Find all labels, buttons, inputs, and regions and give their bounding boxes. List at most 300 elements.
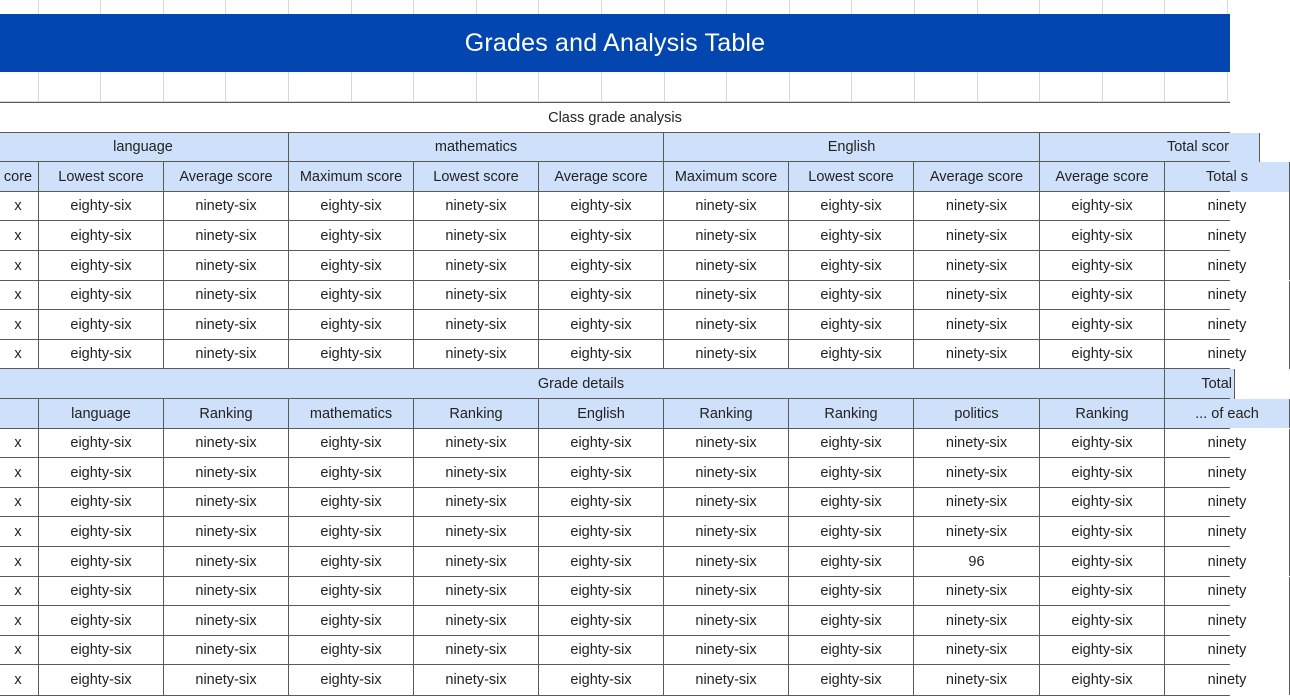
table-cell-text: ninety [1207,464,1247,481]
table-cell[interactable] [164,636,289,666]
column-header-cell[interactable] [1040,162,1165,192]
table-cell[interactable] [789,517,914,547]
table-cell[interactable] [1165,577,1290,607]
empty-cell[interactable] [539,72,602,101]
table-cell[interactable] [914,517,1040,547]
table-cell[interactable] [664,340,789,370]
empty-cell[interactable] [39,72,102,101]
details-column-header-row[interactable] [0,398,1259,429]
group-header-cell[interactable] [0,133,289,163]
table-cell[interactable] [539,310,664,340]
empty-cell[interactable] [289,0,352,14]
column-header-cell[interactable] [664,162,789,192]
table-cell[interactable] [914,577,1040,607]
empty-cell[interactable] [539,0,602,14]
table-cell[interactable] [164,281,289,311]
table-cell[interactable] [1165,340,1290,370]
table-cell[interactable] [39,517,164,547]
table-cell[interactable] [414,221,539,251]
table-cell[interactable] [1040,606,1165,636]
empty-cell[interactable] [289,72,352,101]
table-cell[interactable] [1040,577,1165,607]
empty-cell[interactable] [477,0,540,14]
details-row[interactable] [0,457,1247,488]
empty-cell[interactable] [101,0,164,14]
table-cell[interactable] [789,458,914,488]
empty-cell[interactable] [101,72,164,101]
table-cell[interactable] [914,488,1040,518]
analysis-row[interactable] [0,220,1247,251]
table-cell[interactable] [0,281,39,311]
table-cell[interactable] [0,221,39,251]
table-cell[interactable] [789,192,914,222]
table-cell[interactable] [1040,281,1165,311]
table-cell[interactable] [289,281,414,311]
table-cell[interactable] [1165,251,1290,281]
table-cell-text: eighty-six [320,642,382,659]
table-cell[interactable] [539,488,664,518]
column-header-cell[interactable] [539,162,664,192]
table-cell-text: eighty-six [570,346,632,363]
table-cell-text: x [14,583,22,600]
table-cell-text: ninety-six [195,198,257,215]
table-cell[interactable] [539,281,664,311]
table-cell[interactable] [164,577,289,607]
analysis-row[interactable] [0,250,1247,281]
analysis-row[interactable] [0,309,1247,340]
details-row[interactable] [0,428,1247,459]
table-cell-text: ninety-six [445,228,507,245]
empty-cell[interactable] [915,0,978,14]
table-cell-text: eighty-six [1071,612,1133,629]
table-cell[interactable] [39,665,164,695]
empty-cell[interactable] [0,72,39,101]
table-cell[interactable] [539,221,664,251]
table-cell[interactable] [289,458,414,488]
table-cell[interactable] [164,221,289,251]
table-cell-text: ninety [1207,198,1247,215]
table-cell[interactable] [39,488,164,518]
table-cell[interactable] [1040,665,1165,695]
table-cell-text: eighty-six [820,494,882,511]
table-cell[interactable] [789,429,914,459]
column-header-cell-text: politics [954,405,999,422]
empty-cell[interactable] [665,0,728,14]
table-cell[interactable] [914,221,1040,251]
column-header-cell[interactable] [539,399,664,429]
analysis-row[interactable] [0,280,1247,311]
table-cell-text: eighty-six [1071,198,1133,215]
table-cell[interactable] [539,340,664,370]
empty-cell[interactable] [790,72,853,101]
table-cell[interactable] [414,547,539,577]
table-cell[interactable] [0,488,39,518]
table-cell[interactable] [414,488,539,518]
column-header-cell[interactable] [414,162,539,192]
table-cell[interactable] [39,192,164,222]
table-cell[interactable] [789,606,914,636]
table-subtitle: Class grade analysis [548,109,682,126]
empty-cell[interactable] [1103,0,1166,14]
table-cell-text: ninety-six [695,612,757,629]
table-cell[interactable] [0,665,39,695]
table-cell[interactable] [789,577,914,607]
table-cell[interactable] [1165,310,1290,340]
table-cell[interactable] [39,251,164,281]
empty-cell[interactable] [1040,0,1103,14]
table-cell[interactable] [1040,488,1165,518]
table-cell[interactable] [0,517,39,547]
table-cell[interactable] [664,547,789,577]
empty-cell[interactable] [164,0,227,14]
table-cell[interactable] [789,251,914,281]
table-cell-text: x [14,642,22,659]
table-cell[interactable] [414,281,539,311]
column-header-cell[interactable] [1165,399,1290,429]
empty-cell[interactable] [414,72,477,101]
table-cell[interactable] [39,547,164,577]
empty-cell[interactable] [39,0,102,14]
table-cell[interactable] [539,547,664,577]
empty-cell[interactable] [477,72,540,101]
table-cell[interactable] [539,192,664,222]
empty-cell[interactable] [1040,72,1103,101]
table-cell[interactable] [539,606,664,636]
table-cell-text: eighty-six [320,346,382,363]
table-cell[interactable] [664,221,789,251]
table-cell[interactable] [0,251,39,281]
table-cell[interactable] [164,606,289,636]
table-cell[interactable] [164,458,289,488]
table-cell[interactable] [289,606,414,636]
table-cell[interactable] [414,458,539,488]
table-cell[interactable] [789,221,914,251]
table-cell[interactable] [539,429,664,459]
analysis-column-header-row[interactable] [0,161,1248,192]
empty-cell[interactable] [915,72,978,101]
table-cell[interactable] [0,340,39,370]
group-header-cell[interactable] [289,133,664,163]
table-cell[interactable] [289,310,414,340]
table-cell[interactable] [414,577,539,607]
empty-cell[interactable] [1103,72,1166,101]
table-cell[interactable] [914,665,1040,695]
empty-cell[interactable] [852,72,915,101]
empty-cell[interactable] [852,0,915,14]
table-cell-text: eighty-six [70,464,132,481]
column-header-cell[interactable] [1165,162,1290,192]
table-cell[interactable] [914,606,1040,636]
table-cell-text: eighty-six [1071,435,1133,452]
analysis-row[interactable] [0,339,1247,370]
table-cell[interactable] [914,636,1040,666]
section-header-cell[interactable] [0,369,1165,399]
empty-cell[interactable] [978,72,1041,101]
table-cell-text: eighty-six [570,435,632,452]
column-header-cell[interactable] [0,162,39,192]
table-cell[interactable] [539,636,664,666]
table-cell[interactable] [0,606,39,636]
table-cell[interactable] [414,429,539,459]
table-cell[interactable] [0,458,39,488]
table-cell[interactable] [789,340,914,370]
table-cell[interactable] [914,547,1040,577]
table-cell[interactable] [1040,517,1165,547]
table-cell-text: ninety-six [695,464,757,481]
table-cell[interactable] [0,547,39,577]
column-header-cell[interactable] [164,162,289,192]
column-header-cell[interactable] [164,399,289,429]
table-cell[interactable] [39,310,164,340]
table-cell[interactable] [664,429,789,459]
table-cell[interactable] [1040,310,1165,340]
table-cell-text: ninety-six [445,257,507,274]
table-cell-text: ninety-six [195,494,257,511]
table-cell[interactable] [164,340,289,370]
table-cell-text: eighty-six [820,464,882,481]
empty-cell[interactable] [602,0,665,14]
column-header-cell[interactable] [289,162,414,192]
table-cell[interactable] [164,429,289,459]
table-cell-text: ninety-six [695,198,757,215]
column-header-cell[interactable] [789,399,914,429]
table-cell[interactable] [914,429,1040,459]
details-row[interactable] [0,635,1247,666]
table-cell[interactable] [289,547,414,577]
table-cell[interactable] [289,665,414,695]
table-cell[interactable] [664,577,789,607]
table-cell-text: eighty-six [1071,642,1133,659]
table-cell[interactable] [1040,221,1165,251]
table-cell-text: ninety-six [945,524,1008,541]
table-cell[interactable] [164,665,289,695]
column-header-cell[interactable] [664,399,789,429]
table-cell[interactable] [1040,458,1165,488]
table-cell[interactable] [289,251,414,281]
table-cell[interactable] [164,488,289,518]
details-row[interactable] [0,487,1247,518]
empty-cell[interactable] [226,72,289,101]
table-cell[interactable] [289,192,414,222]
table-cell-text: ninety-six [195,612,257,629]
details-section-header-row[interactable] [0,368,1230,399]
table-cell-text: ninety-six [445,553,507,570]
table-cell-text: ninety-six [695,553,757,570]
table-cell[interactable] [539,251,664,281]
table-cell[interactable] [164,547,289,577]
table-cell[interactable] [39,458,164,488]
table-cell[interactable] [789,636,914,666]
table-cell[interactable] [39,429,164,459]
table-cell[interactable] [664,606,789,636]
column-header-cell-text: Maximum score [674,168,778,185]
table-cell[interactable] [539,458,664,488]
table-cell[interactable] [414,517,539,547]
table-cell[interactable] [414,340,539,370]
column-header-cell[interactable] [914,399,1040,429]
table-cell-text: ninety-six [695,524,757,541]
table-cell[interactable] [0,192,39,222]
table-cell[interactable] [1165,221,1290,251]
empty-cell[interactable] [665,72,728,101]
table-cell[interactable] [289,488,414,518]
table-cell-text: ninety-six [445,524,507,541]
table-cell[interactable] [914,458,1040,488]
table-cell[interactable] [789,281,914,311]
details-row[interactable] [0,546,1247,577]
table-cell[interactable] [1040,192,1165,222]
table-cell[interactable] [414,665,539,695]
table-cell-text: eighty-six [70,494,132,511]
column-header-cell[interactable] [914,162,1040,192]
table-cell[interactable] [664,517,789,547]
table-cell[interactable] [289,636,414,666]
column-header-cell-text: Average score [179,168,273,185]
empty-cell[interactable] [1165,72,1228,101]
table-cell[interactable] [414,606,539,636]
table-cell[interactable] [414,192,539,222]
group-header-cell[interactable] [664,133,1040,163]
empty-cell[interactable] [790,0,853,14]
table-cell[interactable] [289,221,414,251]
details-row[interactable] [0,605,1247,636]
table-cell[interactable] [39,577,164,607]
details-row[interactable] [0,576,1247,607]
total-header-cell[interactable] [1165,369,1235,399]
table-cell[interactable] [289,340,414,370]
table-cell[interactable] [914,340,1040,370]
table-cell[interactable] [1165,517,1290,547]
table-cell[interactable] [914,310,1040,340]
table-cell[interactable] [164,192,289,222]
table-cell[interactable] [664,488,789,518]
table-cell[interactable] [164,251,289,281]
column-header-cell[interactable] [39,162,164,192]
table-cell[interactable] [1040,636,1165,666]
table-cell[interactable] [289,517,414,547]
table-cell[interactable] [914,192,1040,222]
table-cell[interactable] [39,281,164,311]
details-row[interactable] [0,664,1247,695]
table-cell-text: eighty-six [570,198,632,215]
table-cell[interactable] [539,665,664,695]
table-cell[interactable] [1165,547,1290,577]
table-cell[interactable] [1040,547,1165,577]
column-header-cell[interactable] [39,399,164,429]
table-cell[interactable] [914,281,1040,311]
table-cell[interactable] [1165,606,1290,636]
table-cell[interactable] [914,251,1040,281]
table-cell[interactable] [0,577,39,607]
details-row[interactable] [0,516,1247,547]
empty-cell[interactable] [352,72,415,101]
table-cell[interactable] [164,517,289,547]
group-header-cell-text: mathematics [434,139,518,156]
table-cell[interactable] [39,221,164,251]
table-cell[interactable] [289,429,414,459]
subtitle-row[interactable] [0,102,1230,132]
table-cell-text: eighty-six [820,672,882,689]
table-cell[interactable] [39,606,164,636]
table-cell-text: ninety-six [945,198,1008,215]
table-cell[interactable] [664,665,789,695]
table-cell-text: ninety-six [945,287,1008,304]
empty-cell[interactable] [0,0,39,14]
table-cell[interactable] [1040,251,1165,281]
table-cell[interactable] [789,310,914,340]
empty-cell[interactable] [1165,0,1228,14]
table-cell[interactable] [1165,458,1290,488]
empty-cell[interactable] [352,0,415,14]
table-cell-text: ninety [1207,228,1247,245]
empty-cell[interactable] [978,0,1041,14]
table-cell-text: ninety-six [945,346,1008,363]
table-cell[interactable] [1165,429,1290,459]
table-cell[interactable] [664,458,789,488]
empty-cell[interactable] [727,0,790,14]
table-cell-text: eighty-six [820,435,882,452]
table-cell[interactable] [414,310,539,340]
table-cell-text: eighty-six [70,287,132,304]
table-cell[interactable] [0,429,39,459]
table-cell[interactable] [664,281,789,311]
table-cell[interactable] [664,636,789,666]
table-cell[interactable] [39,636,164,666]
table-cell[interactable] [664,251,789,281]
table-cell[interactable] [1165,665,1290,695]
column-header-cell[interactable] [414,399,539,429]
column-header-cell[interactable] [0,399,39,429]
table-cell[interactable] [164,310,289,340]
column-header-cell[interactable] [289,399,414,429]
table-cell[interactable] [664,192,789,222]
table-cell[interactable] [289,577,414,607]
analysis-row[interactable] [0,191,1247,222]
table-cell[interactable] [789,547,914,577]
table-cell[interactable] [1165,488,1290,518]
table-cell[interactable] [414,636,539,666]
empty-cell[interactable] [226,0,289,14]
table-cell[interactable] [789,665,914,695]
table-cell[interactable] [1040,340,1165,370]
table-cell[interactable] [1165,281,1290,311]
empty-cell[interactable] [414,0,477,14]
table-cell[interactable] [414,251,539,281]
table-cell[interactable] [789,488,914,518]
empty-cell[interactable] [727,72,790,101]
table-cell[interactable] [0,636,39,666]
table-cell[interactable] [39,340,164,370]
subtitle-cell[interactable] [0,103,1230,132]
table-cell-text: eighty-six [820,612,882,629]
table-cell[interactable] [1165,192,1290,222]
table-cell[interactable] [539,517,664,547]
table-cell-text: x [14,612,22,629]
group-header-cell[interactable] [1040,133,1260,163]
empty-cell[interactable] [164,72,227,101]
table-cell[interactable] [664,310,789,340]
table-cell[interactable] [1040,429,1165,459]
analysis-group-header-row[interactable] [0,132,1230,163]
sheet-title-banner[interactable] [0,14,1230,72]
column-header-cell[interactable] [1040,399,1165,429]
table-cell[interactable] [1165,636,1290,666]
empty-cell[interactable] [602,72,665,101]
table-cell-text: eighty-six [820,228,882,245]
table-cell[interactable] [539,577,664,607]
table-cell[interactable] [0,310,39,340]
column-header-cell[interactable] [789,162,914,192]
